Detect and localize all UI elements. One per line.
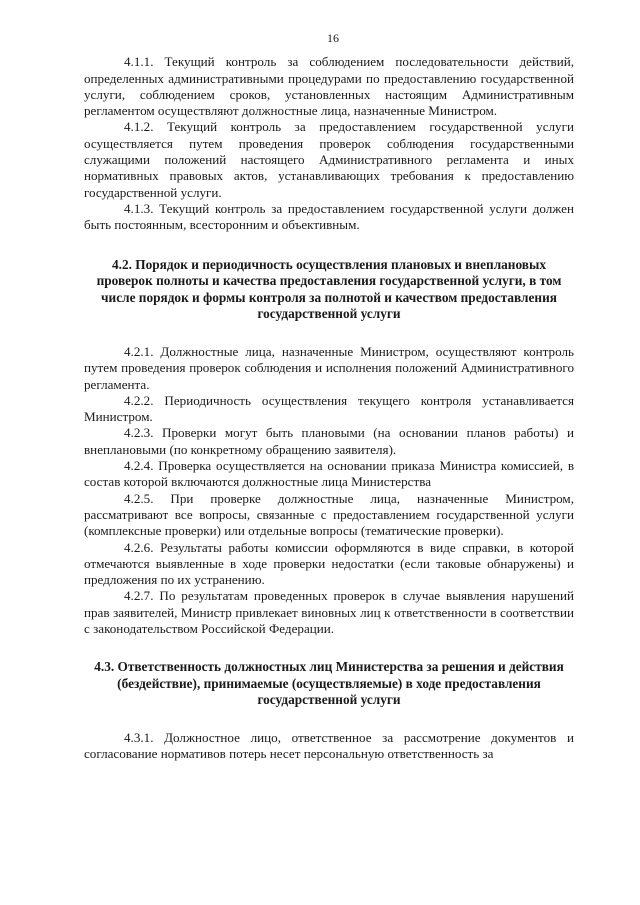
paragraph-4-1-3: 4.1.3. Текущий контроль за предоставлением государственной услуги должен быть постоянным, всесторонним и объективным. [84, 200, 574, 233]
paragraph-4-2-2: 4.2.2. Периодичность осуществления текущего контроля устанавливается Министром. [84, 392, 574, 425]
paragraph-4-2-7: 4.2.7. По результатам проведенных проверок в случае выявления нарушений прав заявителей, Министр привлекает виновных лиц к ответственности в соответствии с законодательством Российской Федерации. [84, 588, 574, 636]
paragraph-4-1-1: 4.1.1. Текущий контроль за соблюдением последовательности действий, определенных административными процедурами по предоставлению государственной услуги, соблюдением сроков, установленных настоящим Административным регламентом осуществляют должностные лица, назначенные Министром. [84, 54, 574, 119]
page-number: 16 [327, 31, 339, 45]
paragraph-4-2-1: 4.2.1. Должностные лица, назначенные Министром, осуществляют контроль путем проведения проверок соблюдения и исполнения положений Административного регламента. [84, 343, 574, 392]
paragraph-4-2-5: 4.2.5. При проверке должностные лица, назначенные Министром, рассматривают все вопросы, связанные с предоставлением государственной услуги (комплексные проверки) или отдельные вопросы (тематические проверки). [84, 490, 574, 539]
document-page [84, 30, 574, 763]
section-heading-4-3: 4.3. Ответственность должностных лиц Министерства за решения и действия (бездействие), принимаемые (осуществляемые) в ходе предоставления государственной услуги [94, 659, 564, 708]
paragraph-4-1-2: 4.1.2. Текущий контроль за предоставлением государственной услуги осуществляется путем проведения проверок соблюдения государственными служащими положений настоящего Административного регламента и иных нормативных правовых актов, устанавливающих требования к предоставлению государственной услуги. [84, 119, 574, 200]
paragraph-4-2-6: 4.2.6. Результаты работы комиссии оформляются в виде справки, в которой отмечаются выявленные в ходе проверки недостатки (если таковые обнаружены) и предложения по их устранению. [84, 539, 574, 588]
paragraph-4-2-4: 4.2.4. Проверка осуществляется на основании приказа Министра комиссией, в состав которой включаются должностные лица Министерства [84, 458, 574, 490]
section-heading-4-2: 4.2. Порядок и периодичность осуществления плановых и внеплановых проверок полноты и качества предоставления государственной услуги, в том числе порядок и формы контроля за полнотой и качеством предоставления государственной услуги [96, 256, 562, 322]
paragraph-4-3-1: 4.3.1. Должностное лицо, ответственное за рассмотрение документов и согласование нормативов потерь несет персональную ответственность за [84, 730, 574, 762]
paragraph-4-2-3: 4.2.3. Проверки могут быть плановыми (на основании планов работы) и внеплановыми (по конкретному обращению заявителя). [84, 425, 574, 457]
